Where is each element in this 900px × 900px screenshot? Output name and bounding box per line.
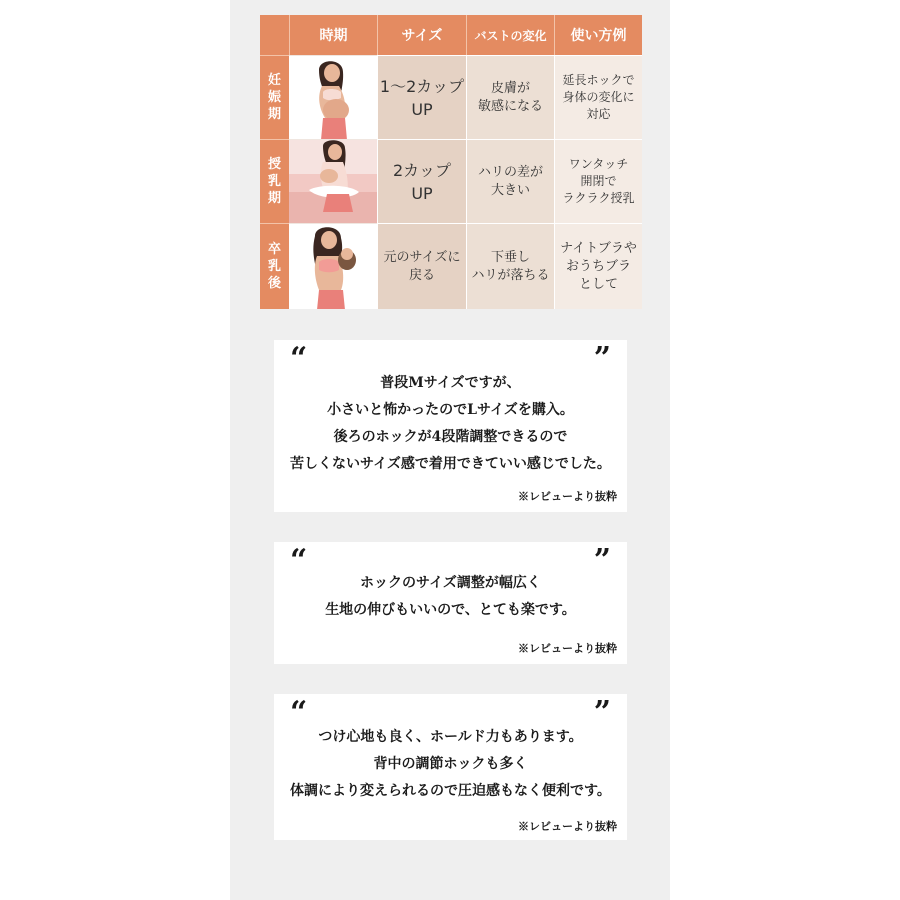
open-quote-icon: “ — [290, 341, 308, 376]
table-header-corner — [260, 15, 289, 55]
row-label-after-weaning: 卒 乳 後 — [260, 223, 289, 309]
open-quote-icon: “ — [290, 695, 308, 730]
review-source-note: ※レビューより抜粋 — [518, 490, 617, 503]
row-label-breastfeeding: 授 乳 期 — [260, 139, 289, 223]
cell-usage-after-weaning: ナイトブラや おうちブラ として — [554, 223, 642, 309]
review-card — [274, 694, 627, 840]
table-header-bust-change: バストの変化 — [466, 15, 554, 55]
cell-change-pregnancy: 皮膚が 敏感になる — [466, 55, 554, 139]
table-header-usage: 使い方例 — [554, 15, 642, 55]
review-source-note: ※レビューより抜粋 — [518, 642, 617, 655]
review-source-note: ※レビューより抜粋 — [518, 820, 617, 833]
comparison-table — [260, 15, 642, 309]
review-text: つけ心地も良く、ホールド力もあります。 背中の調節ホックも多く 体調により変えられるので圧迫感もなく便利です。 — [290, 729, 611, 799]
cell-usage-breastfeeding: ワンタッチ 開閉で ラクラク授乳 — [554, 139, 642, 223]
cell-size-after-weaning: 元のサイズに 戻る — [377, 223, 466, 309]
pregnant-woman-photo — [289, 55, 377, 139]
close-quote-icon: ” — [593, 695, 611, 730]
review-text: 普段Mサイズですが、 小さいと怖かったのでLサイズを購入。 後ろのホックが4段階調整できるので 苦しくないサイズ感で着用できていい感じでした。 — [290, 375, 611, 472]
cell-change-breastfeeding: ハリの差が 大きい — [466, 139, 554, 223]
mother-holding-baby-photo — [289, 223, 377, 309]
open-quote-icon: “ — [290, 543, 308, 578]
cell-size-breastfeeding: 2カップ UP — [377, 139, 466, 223]
close-quote-icon: ” — [593, 341, 611, 376]
row-label-pregnancy: 妊 娠 期 — [260, 55, 289, 139]
review-text: ホックのサイズ調整が幅広く 生地の伸びもいいので、とても楽です。 — [325, 575, 576, 618]
cell-change-after-weaning: 下垂し ハリが落ちる — [466, 223, 554, 309]
breastfeeding-mother-photo — [289, 139, 377, 223]
review-card — [274, 340, 627, 512]
cell-size-pregnancy: 1〜2カップ UP — [377, 55, 466, 139]
close-quote-icon: ” — [593, 543, 611, 578]
table-header-period: 時期 — [289, 15, 377, 55]
cell-usage-pregnancy: 延長ホックで 身体の変化に 対応 — [554, 55, 642, 139]
table-header-size: サイズ — [377, 15, 466, 55]
review-card — [274, 542, 627, 664]
